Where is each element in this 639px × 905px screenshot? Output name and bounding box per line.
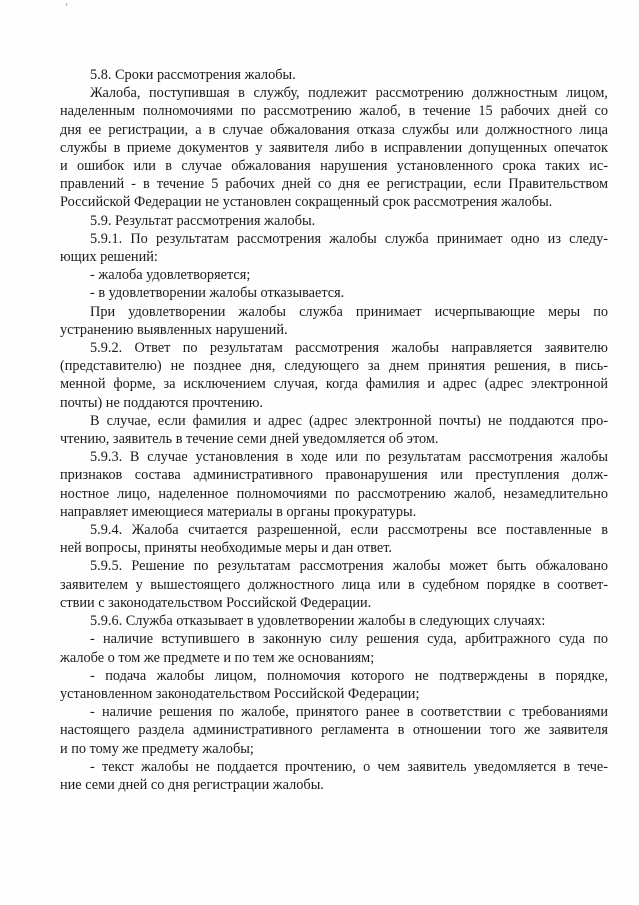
text-line: почты) не поддаются прочтению. (60, 394, 263, 411)
text-line: установленном законодательством Российской Федерации; (60, 685, 420, 702)
paragraph (60, 703, 608, 758)
paragraph (60, 412, 608, 448)
text-line: и по тому же предмету жалобы; (60, 740, 254, 757)
text-line: жалобе о том же предмете и по тем же основаниям; (60, 649, 375, 666)
text-line: настоящего раздела административного регламента в отношении того же заявителя (60, 722, 608, 739)
text-line: ствии с законодательством Российской Федерации. (60, 594, 372, 611)
text-line: 5.9.3. В случае установления в ходе или по результатам рассмотрения жалобы (90, 449, 608, 466)
text-line: 5.9.6. Служба отказывает в удовлетворении жалобы в следующих случаях: (90, 613, 546, 630)
text-line: 5.9.2. Ответ по результатам рассмотрения жалобы направляется заявителю (90, 340, 608, 357)
paragraph (60, 284, 608, 302)
text-line: ней вопросы, приняты необходимые меры и дан ответ. (60, 540, 393, 557)
paragraph (60, 212, 608, 230)
text-line: ние семи дней со дня регистрации жалобы. (60, 776, 324, 793)
text-line: - подача жалобы лицом, полномочия которого не подтверждены в порядке, (90, 667, 608, 684)
text-line: направляет имеющиеся материалы в органы прокуратуры. (60, 503, 417, 520)
paragraph (60, 521, 608, 557)
paragraph (60, 612, 608, 630)
text-line: чтению, заявитель в течение семи дней уведомляется об этом. (60, 431, 439, 448)
text-line: 5.9.4. Жалоба считается разрешенной, если рассмотрены все поставленные в (90, 522, 608, 539)
text-line: - жалоба удовлетворяется; (90, 267, 251, 284)
text-line: правлений - в течение 5 рабочих дней со дня ее регистрации, если Правительством (60, 176, 608, 193)
text-line: и ошибок или в случае обжалования нарушения установленного срока таких ис- (60, 158, 608, 175)
text-line: 5.8. Сроки рассмотрения жалобы. (90, 67, 296, 83)
paragraph (60, 66, 608, 84)
text-line: - наличие решения по жалобе, принятого ранее в соответствии с требованиями (90, 704, 608, 721)
text-line: дня ее регистрации, а в случае обжалования отказа службы или должностного лица (60, 121, 608, 138)
paragraph (60, 230, 608, 266)
text-line: 5.9.1. По результатам рассмотрения жалобы служба принимает одно из следу- (90, 230, 608, 247)
text-line: Российской Федерации не установлен сокращенный срок рассмотрения жалобы. (60, 194, 553, 211)
text-line: ющих решений: (60, 249, 158, 266)
paragraph (60, 557, 608, 612)
text-line: Жалоба, поступившая в службу, подлежит рассмотрению должностным лицом, (90, 85, 608, 102)
text-line: наделенным полномочиями по рассмотрению жалоб, в течение 15 рабочих дней со (60, 103, 608, 120)
text-line: В случае, если фамилия и адрес (адрес электронной почты) не поддаются про- (90, 412, 608, 429)
text-line: устранению выявленных нарушений. (60, 321, 288, 338)
text-line: - наличие вступившего в законную силу решения суда, арбитражного суда по (90, 631, 608, 648)
text-line: 5.9. Результат рассмотрения жалобы. (90, 212, 316, 229)
text-line: ностное лицо, наделенное полномочиями по рассмотрению жалоб, незамедлительно (60, 485, 608, 502)
text-line: службы в приеме документов у заявителя либо в исправлении допущенных опечаток (60, 139, 608, 156)
text-line: 5.9.5. Решение по результатам рассмотрения жалобы может быть обжаловано (90, 558, 608, 575)
paragraph (60, 448, 608, 521)
paragraph (60, 266, 608, 284)
text-line: менной форме, за исключением случая, когда фамилия и адрес (адрес электронной (60, 376, 608, 393)
scan-artifact-mark: ' (66, 2, 68, 12)
text-line: При удовлетворении жалобы служба принимает исчерпывающие меры по (90, 303, 608, 320)
text-line: признаков состава административного правонарушения или преступления долж- (60, 467, 608, 484)
text-line: - в удовлетворении жалобы отказывается. (90, 285, 345, 302)
paragraph (60, 630, 608, 666)
paragraph (60, 758, 608, 794)
document-body (60, 66, 608, 794)
paragraph (60, 303, 608, 339)
paragraph (60, 84, 608, 211)
text-line: (представителю) не позднее дня, следующего за днем принятия решения, в пись- (60, 358, 608, 375)
paragraph (60, 667, 608, 703)
text-line: - текст жалобы не поддается прочтению, о чем заявитель уведомляется в тече- (90, 758, 608, 775)
paragraph (60, 339, 608, 412)
text-line: заявителем у вышестоящего должностного лица или в судебном порядке в соответ- (60, 576, 608, 593)
